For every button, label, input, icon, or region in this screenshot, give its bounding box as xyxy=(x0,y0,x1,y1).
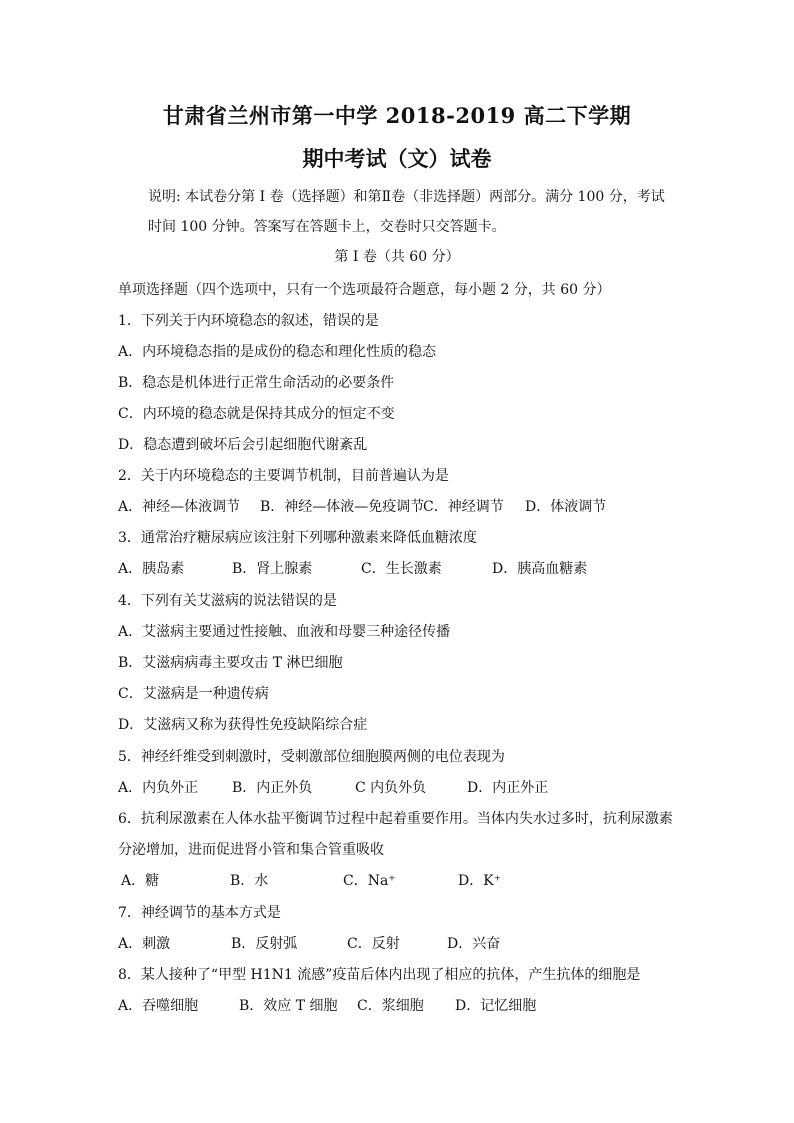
question-2-option-d: D．体液调节 xyxy=(525,499,607,515)
question-8-stem: 8．某人接种了“甲型 H1N1 流感”疫苗后体内出现了相应的抗体，产生抗体的细胞是 xyxy=(118,967,641,983)
question-6-option-d: D．K⁺ xyxy=(458,873,502,889)
question-1-option-b: B．稳态是机体进行正常生命活动的必要条件 xyxy=(118,375,395,391)
question-8-option-a: A．吞噬细胞 xyxy=(118,998,199,1014)
question-6-option-b: B．水 xyxy=(230,873,269,889)
question-2-option-c: C．神经调节 xyxy=(423,499,504,515)
question-6-option-c: C．Na⁺ xyxy=(343,873,396,889)
exam-title: 甘肃省兰州市第一中学 2018-2019 高二下学期 xyxy=(162,103,632,128)
question-5-option-a: A．内负外正 xyxy=(118,780,199,796)
question-2-option-a: A．神经—体液调节 xyxy=(118,499,241,515)
question-8-option-b: B．效应 T 细胞 xyxy=(239,998,338,1014)
question-2-option-b: B．神经—体液—免疫调节 xyxy=(260,499,425,515)
question-4-option-b: B．艾滋病病毒主要攻击 T 淋巴细胞 xyxy=(118,655,343,671)
question-7-option-b: B．反射弧 xyxy=(231,936,298,952)
section-title: 第 I 卷（共 60 分） xyxy=(334,249,460,265)
question-3-stem: 3．通常治疗糖尿病应该注射下列哪种激素来降低血糖浓度 xyxy=(118,530,477,546)
question-3-option-d: D．胰高血糖素 xyxy=(492,561,588,577)
question-3-option-a: A．胰岛素 xyxy=(118,561,185,577)
question-1-option-c: C．内环境的稳态就是保持其成分的恒定不变 xyxy=(118,406,395,422)
question-6-options xyxy=(121,872,501,890)
question-4-stem: 4．下列有关艾滋病的说法错误的是 xyxy=(118,593,337,609)
question-3-options xyxy=(118,560,587,578)
question-5-option-d: D．内正外正 xyxy=(467,780,549,796)
question-1-stem: 1．下列关于内环境稳态的叙述，错误的是 xyxy=(118,313,379,329)
question-5-stem: 5．神经纤维受到刺激时，受刺激部位细胞膜两侧的电位表现为 xyxy=(118,749,505,765)
question-8-option-d: D．记忆细胞 xyxy=(455,998,537,1014)
question-8-option-c: C．浆细胞 xyxy=(357,998,424,1014)
question-4-option-c: C．艾滋病是一种遗传病 xyxy=(118,686,269,702)
question-3-option-c: C．生长激素 xyxy=(361,561,442,577)
question-2-options xyxy=(118,498,606,516)
question-1-option-d: D．稳态遭到破坏后会引起细胞代谢紊乱 xyxy=(118,437,368,453)
question-5-options xyxy=(118,779,548,797)
question-5-option-b: B．内正外负 xyxy=(232,780,313,796)
question-7-option-d: D．兴奋 xyxy=(447,936,501,952)
question-8-options xyxy=(118,997,536,1015)
question-5-option-c: C 内负外负 xyxy=(355,780,427,796)
question-4-option-d: D．艾滋病又称为获得性免疫缺陷综合症 xyxy=(118,717,368,733)
question-7-options xyxy=(118,935,500,953)
question-7-option-a: A．刺激 xyxy=(118,936,171,952)
question-1-option-a: A．内环境稳态指的是成份的稳态和理化性质的稳态 xyxy=(118,344,437,360)
exam-subtitle: 期中考试（文）试卷 xyxy=(302,146,492,171)
question-7-option-c: C．反射 xyxy=(347,936,400,952)
instructions-line-1: 说明: 本试卷分第 I 卷（选择题）和第Ⅱ卷（非选择题）两部分。满分 100 分，考试 xyxy=(148,189,665,205)
question-3-option-b: B．肾上腺素 xyxy=(232,561,313,577)
question-7-stem: 7．神经调节的基本方式是 xyxy=(118,905,281,921)
question-2-stem: 2．关于内环境稳态的主要调节机制，目前普遍认为是 xyxy=(118,468,449,484)
question-6-stem-line-1: 6．抗利尿激素在人体水盐平衡调节过程中起着重要作用。当体内失水过多时，抗利尿激素 xyxy=(118,811,673,827)
instructions-line-2: 时间 100 分钟。答案写在答题卡上，交卷时只交答题卡。 xyxy=(148,219,506,235)
question-6-option-a: A．糖 xyxy=(121,873,160,889)
question-4-option-a: A．艾滋病主要通过性接触、血液和母婴三种途径传播 xyxy=(118,624,451,640)
section-instructions: 单项选择题（四个选项中，只有一个选项最符合题意，每小题 2 分，共 60 分） xyxy=(118,282,611,298)
question-6-stem-line-2: 分泌增加，进而促进肾小管和集合管重吸收 xyxy=(118,842,384,858)
